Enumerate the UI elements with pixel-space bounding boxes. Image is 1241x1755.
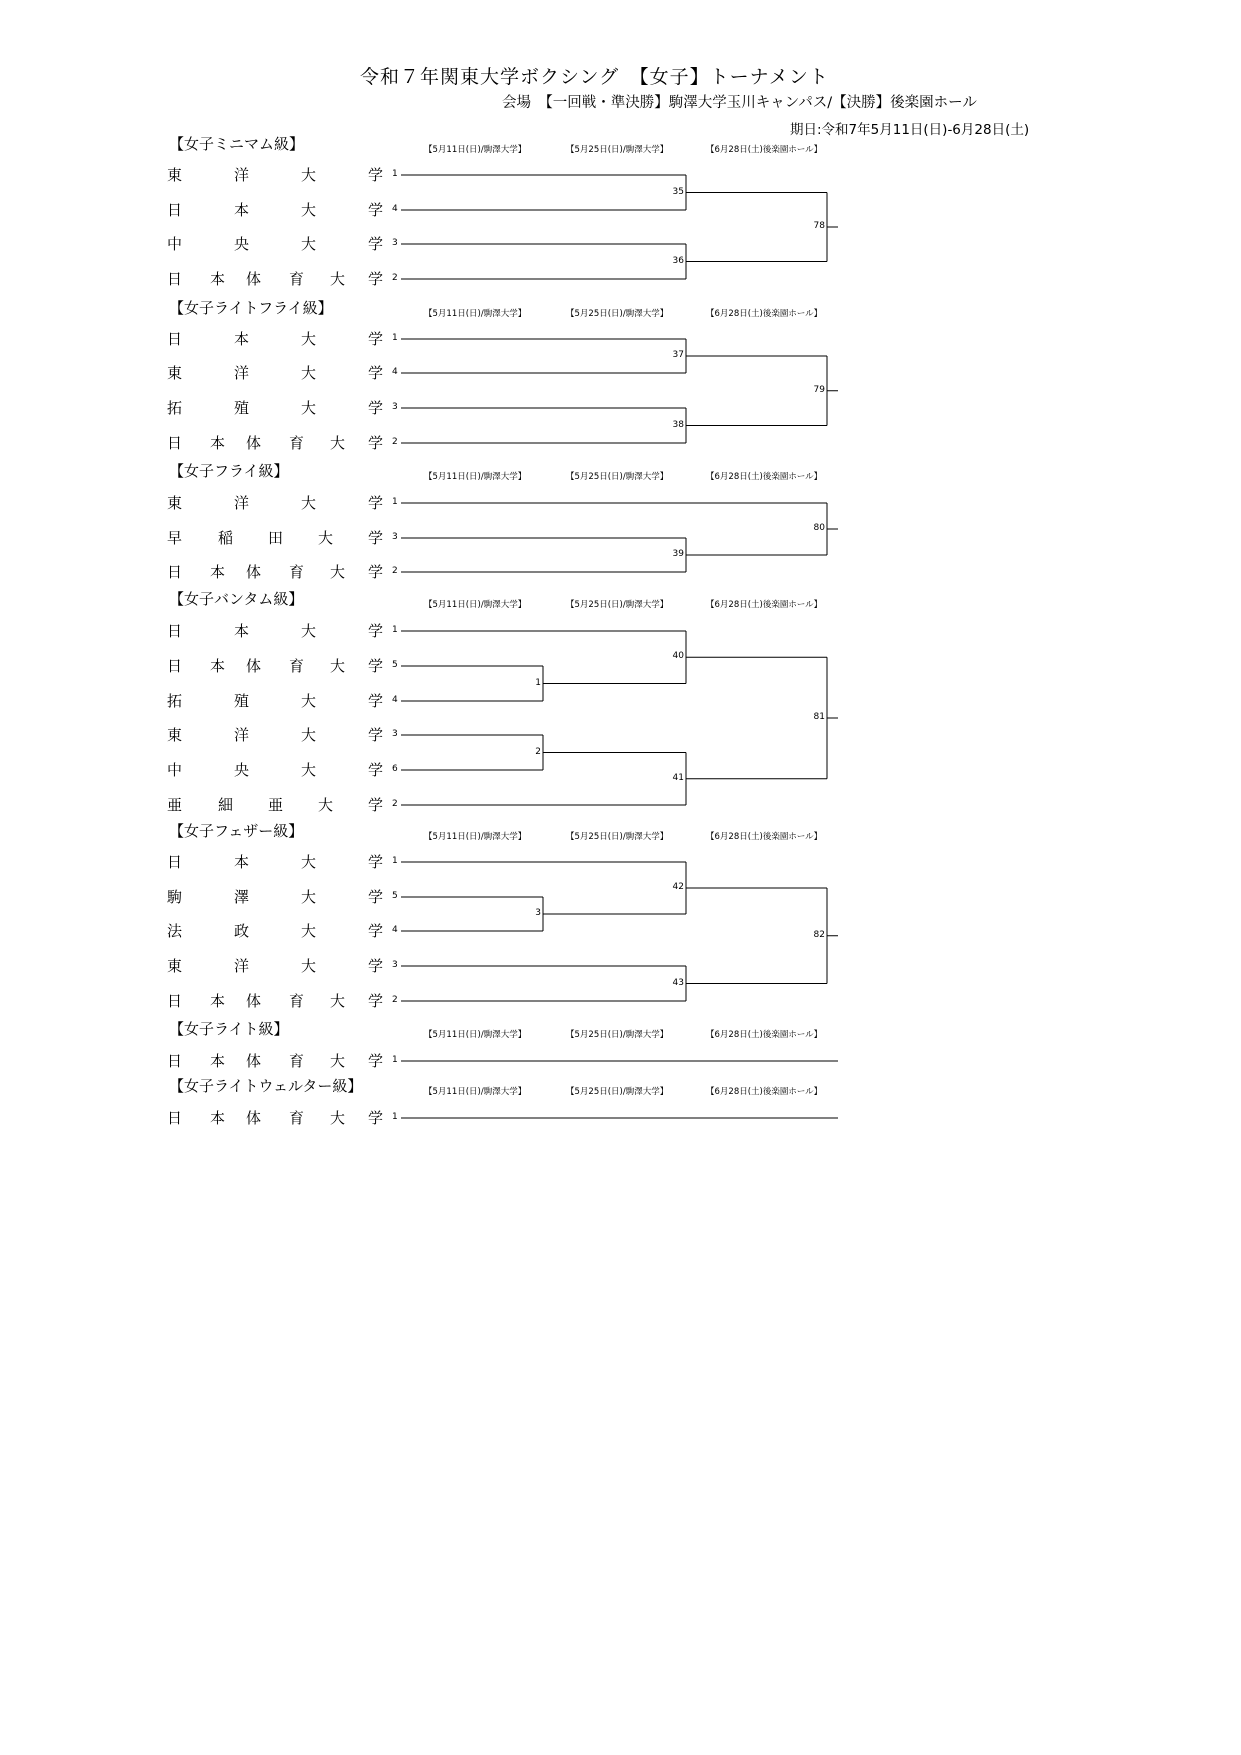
team-name-char: 殖 — [234, 399, 250, 417]
team-name-char: 稲 — [218, 529, 234, 547]
seed-number: 3 — [392, 960, 398, 970]
team-name-char: 学 — [368, 853, 384, 871]
team-name-char: 法 — [167, 922, 183, 940]
team-name-char: 洋 — [234, 166, 250, 184]
team-name-char: 育 — [289, 270, 305, 288]
match-number: 40 — [672, 651, 684, 662]
team-name-char: 学 — [368, 364, 384, 382]
seed-number: 1 — [392, 497, 398, 507]
seed-number: 2 — [392, 799, 398, 809]
date-header: 【5月11日(日)/駒澤大学】 — [424, 309, 527, 319]
seed-number: 1 — [392, 333, 398, 343]
team-name-char: 育 — [289, 992, 305, 1010]
team-name-char: 大 — [301, 922, 317, 940]
team-name-char: 学 — [368, 399, 384, 417]
seed-number: 4 — [392, 204, 398, 214]
match-number: 2 — [535, 746, 541, 757]
team-name-char: 大 — [301, 399, 317, 417]
team-name-char: 大 — [301, 761, 317, 779]
seed-number: 1 — [392, 856, 398, 866]
date-header: 【5月25日(日)/駒澤大学】 — [566, 309, 669, 319]
team-name-char: 本 — [234, 201, 250, 219]
team-name-char: 学 — [368, 330, 384, 348]
team-name-char: 日 — [167, 622, 183, 640]
seed-number: 5 — [392, 660, 398, 670]
team-name-char: 学 — [368, 922, 384, 940]
team-name-char: 殖 — [234, 692, 250, 710]
team-name-char: 洋 — [234, 494, 250, 512]
team-name-char: 亜 — [268, 796, 284, 814]
team-name-char: 拓 — [167, 399, 183, 417]
team-name-char: 大 — [330, 563, 346, 581]
team-name-char: 政 — [234, 922, 250, 940]
team-name-char: 学 — [368, 692, 384, 710]
team-name-char: 大 — [301, 888, 317, 906]
weight-class-title: 【女子ライトフライ級】 — [169, 299, 333, 317]
date-header: 【6月28日(土)後楽園ホール】 — [706, 1087, 823, 1097]
team-name-char: 日 — [167, 1109, 183, 1127]
team-name-char: 大 — [301, 494, 317, 512]
team-name-char: 央 — [234, 235, 250, 253]
period-line: 期日:令和7年5月11日(日)-6月28日(土) — [790, 122, 1030, 138]
match-number: 81 — [813, 712, 825, 722]
team-name-char: 体 — [246, 1109, 262, 1127]
match-number: 78 — [813, 221, 825, 231]
match-number: 41 — [672, 772, 684, 783]
team-name-char: 大 — [330, 657, 346, 675]
date-header: 【6月28日(土)後楽園ホール】 — [706, 832, 823, 842]
team-name-char: 学 — [368, 1109, 384, 1127]
team-name-char: 学 — [368, 761, 384, 779]
weight-class-title: 【女子ミニマム級】 — [169, 135, 305, 153]
team-name-char: 本 — [210, 434, 226, 452]
date-header: 【6月28日(土)後楽園ホール】 — [706, 472, 823, 482]
team-name-char: 駒 — [167, 888, 183, 906]
seed-number: 1 — [392, 1112, 398, 1122]
seed-number: 2 — [392, 566, 398, 576]
team-name-char: 本 — [210, 992, 226, 1010]
team-name-char: 大 — [301, 853, 317, 871]
team-name-char: 大 — [330, 270, 346, 288]
weight-class-title: 【女子フェザー級】 — [169, 822, 304, 840]
team-name-char: 学 — [368, 888, 384, 906]
match-number: 35 — [672, 186, 684, 197]
team-name-char: 東 — [167, 364, 183, 382]
weight-class-title: 【女子ライトウェルター級】 — [169, 1077, 363, 1095]
team-name-char: 中 — [167, 761, 183, 779]
seed-number: 4 — [392, 925, 398, 935]
match-number: 36 — [672, 255, 684, 266]
team-name-char: 本 — [234, 853, 250, 871]
team-name-char: 東 — [167, 166, 183, 184]
team-name-char: 日 — [167, 434, 183, 452]
team-name-char: 大 — [330, 1052, 346, 1070]
page-title: 令和７年関東大学ボクシング 【女子】トーナメント — [360, 66, 829, 88]
date-header: 【5月11日(日)/駒澤大学】 — [424, 832, 527, 842]
team-name-char: 大 — [330, 434, 346, 452]
team-name-char: 学 — [368, 622, 384, 640]
team-name-char: 育 — [289, 657, 305, 675]
team-name-char: 学 — [368, 529, 384, 547]
venue-line: 会場 【一回戦・準決勝】駒澤大学玉川キャンパス/【決勝】後楽園ホール — [502, 95, 977, 111]
match-number: 79 — [813, 384, 825, 395]
date-header: 【6月28日(土)後楽園ホール】 — [706, 145, 823, 155]
team-name-char: 大 — [318, 529, 334, 547]
team-name-char: 本 — [210, 563, 226, 581]
seed-number: 2 — [392, 995, 398, 1005]
team-name-char: 学 — [368, 235, 384, 253]
team-name-char: 東 — [167, 494, 183, 512]
team-name-char: 日 — [167, 992, 183, 1010]
date-header: 【5月25日(日)/駒澤大学】 — [566, 145, 669, 155]
team-name-char: 大 — [301, 957, 317, 975]
team-name-char: 亜 — [167, 796, 183, 814]
date-header: 【5月11日(日)/駒澤大学】 — [424, 145, 527, 155]
date-header: 【5月11日(日)/駒澤大学】 — [424, 1087, 527, 1097]
date-header: 【5月11日(日)/駒澤大学】 — [424, 600, 527, 610]
team-name-char: 学 — [368, 270, 384, 288]
team-name-char: 学 — [368, 957, 384, 975]
seed-number: 1 — [392, 625, 398, 635]
team-name-char: 拓 — [167, 692, 183, 710]
team-name-char: 本 — [210, 1109, 226, 1127]
date-header: 【5月11日(日)/駒澤大学】 — [424, 1030, 527, 1040]
team-name-char: 育 — [289, 563, 305, 581]
date-header: 【5月11日(日)/駒澤大学】 — [424, 472, 527, 482]
team-name-char: 本 — [210, 657, 226, 675]
match-number: 38 — [672, 419, 684, 430]
team-name-char: 大 — [330, 992, 346, 1010]
team-name-char: 日 — [167, 1052, 183, 1070]
team-name-char: 大 — [301, 622, 317, 640]
team-name-char: 央 — [234, 761, 250, 779]
date-header: 【6月28日(土)後楽園ホール】 — [706, 309, 823, 319]
team-name-char: 学 — [368, 494, 384, 512]
team-name-char: 日 — [167, 270, 183, 288]
team-name-char: 体 — [246, 434, 262, 452]
date-header: 【5月25日(日)/駒澤大学】 — [566, 472, 669, 482]
team-name-char: 大 — [301, 201, 317, 219]
team-name-char: 学 — [368, 992, 384, 1010]
team-name-char: 学 — [368, 201, 384, 219]
team-name-char: 学 — [368, 657, 384, 675]
team-name-char: 体 — [246, 992, 262, 1010]
team-name-char: 育 — [289, 434, 305, 452]
team-name-char: 大 — [301, 364, 317, 382]
seed-number: 4 — [392, 367, 398, 377]
weight-class-title: 【女子ライト級】 — [169, 1020, 289, 1038]
team-name-char: 洋 — [234, 957, 250, 975]
team-name-char: 育 — [289, 1052, 305, 1070]
match-number: 82 — [813, 929, 825, 940]
team-name-char: 学 — [368, 563, 384, 581]
team-name-char: 日 — [167, 657, 183, 675]
team-name-char: 本 — [210, 270, 226, 288]
seed-number: 3 — [392, 729, 398, 739]
team-name-char: 体 — [246, 270, 262, 288]
team-name-char: 田 — [268, 529, 284, 547]
team-name-char: 日 — [167, 563, 183, 581]
seed-number: 3 — [392, 532, 398, 542]
seed-number: 4 — [392, 695, 398, 705]
team-name-char: 洋 — [234, 364, 250, 382]
team-name-char: 学 — [368, 166, 384, 184]
team-name-char: 大 — [318, 796, 334, 814]
team-name-char: 東 — [167, 726, 183, 744]
team-name-char: 細 — [218, 796, 234, 814]
team-name-char: 日 — [167, 330, 183, 348]
match-number: 1 — [535, 677, 541, 688]
seed-number: 5 — [392, 891, 398, 901]
seed-number: 6 — [392, 764, 398, 774]
date-header: 【5月25日(日)/駒澤大学】 — [566, 832, 669, 842]
date-header: 【5月25日(日)/駒澤大学】 — [566, 1087, 669, 1097]
match-number: 3 — [535, 908, 541, 918]
match-number: 80 — [813, 523, 825, 533]
match-number: 39 — [672, 549, 684, 559]
team-name-char: 本 — [234, 330, 250, 348]
seed-number: 2 — [392, 437, 398, 447]
weight-class-title: 【女子フライ級】 — [169, 462, 289, 480]
team-name-char: 学 — [368, 1052, 384, 1070]
match-number: 37 — [672, 350, 684, 360]
seed-number: 1 — [392, 169, 398, 179]
team-name-char: 体 — [246, 563, 262, 581]
match-number: 42 — [672, 882, 684, 892]
team-name-char: 日 — [167, 201, 183, 219]
seed-number: 3 — [392, 402, 398, 412]
match-number: 43 — [672, 977, 684, 988]
team-name-char: 大 — [301, 692, 317, 710]
team-name-char: 学 — [368, 434, 384, 452]
team-name-char: 学 — [368, 726, 384, 744]
seed-number: 1 — [392, 1055, 398, 1065]
date-header: 【5月25日(日)/駒澤大学】 — [566, 600, 669, 610]
seed-number: 2 — [392, 273, 398, 283]
team-name-char: 大 — [301, 235, 317, 253]
team-name-char: 中 — [167, 235, 183, 253]
team-name-char: 学 — [368, 796, 384, 814]
team-name-char: 本 — [234, 622, 250, 640]
date-header: 【5月25日(日)/駒澤大学】 — [566, 1030, 669, 1040]
team-name-char: 育 — [289, 1109, 305, 1127]
team-name-char: 日 — [167, 853, 183, 871]
team-name-char: 早 — [167, 529, 183, 547]
team-name-char: 大 — [301, 330, 317, 348]
team-name-char: 東 — [167, 957, 183, 975]
team-name-char: 洋 — [234, 726, 250, 744]
team-name-char: 澤 — [234, 888, 250, 906]
weight-class-title: 【女子バンタム級】 — [169, 590, 304, 608]
seed-number: 3 — [392, 238, 398, 248]
date-header: 【6月28日(土)後楽園ホール】 — [706, 1030, 823, 1040]
team-name-char: 大 — [330, 1109, 346, 1127]
team-name-char: 体 — [246, 1052, 262, 1070]
team-name-char: 体 — [246, 657, 262, 675]
date-header: 【6月28日(土)後楽園ホール】 — [706, 600, 823, 610]
team-name-char: 本 — [210, 1052, 226, 1070]
team-name-char: 大 — [301, 166, 317, 184]
team-name-char: 大 — [301, 726, 317, 744]
